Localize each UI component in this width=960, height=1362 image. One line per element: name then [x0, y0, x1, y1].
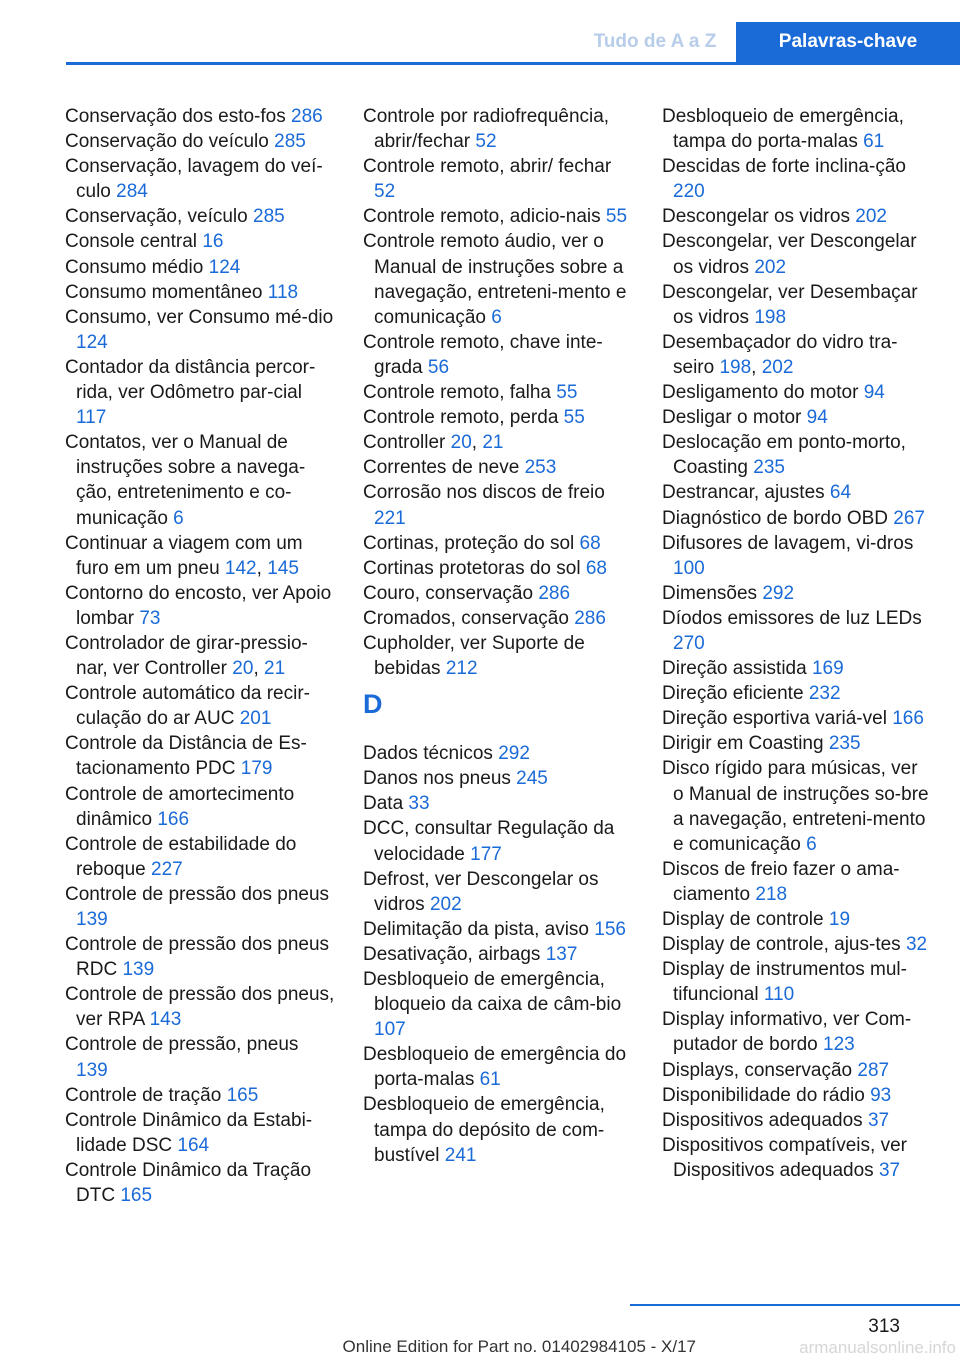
page-link[interactable]: 220 — [673, 181, 705, 203]
page-link[interactable]: 19 — [828, 909, 851, 930]
page-link[interactable]: 124 — [76, 331, 108, 353]
page-link[interactable]: 32 — [905, 934, 928, 956]
page-link[interactable]: 55 — [556, 382, 578, 404]
index-entry — [65, 1083, 335, 1108]
index-entry — [65, 430, 335, 530]
index-entry — [65, 129, 335, 154]
index-entry — [65, 681, 335, 731]
index-entry — [662, 706, 932, 731]
index-entry — [662, 1108, 932, 1133]
index-entry — [363, 816, 633, 866]
index-entry — [65, 832, 335, 882]
page-link[interactable]: 56 — [427, 356, 450, 378]
entry-term: Defrost, ver Descongelar os vidros — [363, 868, 599, 915]
entry-term: Consumo, ver Consumo mé-dio — [65, 306, 334, 328]
page-link[interactable]: 68 — [585, 557, 607, 579]
index-entry — [65, 1108, 335, 1158]
entry-term: Continuar a viagem com um furo em um pneu — [65, 532, 303, 579]
entry-term: Descongelar, ver Desembaçar os vidros — [662, 281, 918, 328]
index-entry — [363, 606, 633, 631]
page-link[interactable]: 267 — [893, 507, 925, 529]
page-link[interactable]: 287 — [857, 1059, 890, 1081]
index-entry — [662, 656, 932, 681]
page-link[interactable]: 124 — [208, 256, 241, 278]
entry-term: Console central — [65, 231, 198, 253]
page-link[interactable]: 52 — [374, 181, 396, 203]
page-link[interactable]: 286 — [538, 582, 571, 604]
page-link[interactable]: 123 — [823, 1034, 855, 1056]
page-link[interactable]: 21 — [264, 658, 286, 680]
footer-divider — [630, 1304, 960, 1306]
page-link[interactable]: 33 — [408, 793, 430, 815]
index-entry — [363, 631, 633, 681]
entry-term: Conservação do veículo — [65, 131, 269, 153]
page-link[interactable]: 286 — [574, 607, 606, 629]
index-entry — [662, 430, 932, 480]
page-link[interactable]: 202 — [429, 893, 462, 915]
page-link[interactable]: 6 — [806, 833, 817, 855]
index-entry: Controller 20, 21 — [363, 432, 504, 454]
page-link[interactable]: 117 — [76, 407, 107, 429]
entry-term: Controle de estabilidade do reboque — [65, 833, 297, 880]
page-link[interactable]: 235 — [828, 733, 861, 755]
entry-term: Correntes de neve — [363, 457, 520, 479]
index-entry — [363, 204, 633, 229]
entry-term: Controller — [363, 432, 446, 454]
page-link[interactable]: 284 — [116, 181, 148, 203]
page-link[interactable]: 110 — [763, 984, 795, 1006]
entry-term: Data — [363, 793, 404, 815]
index-entry — [662, 681, 932, 706]
page-link[interactable]: 6 — [491, 306, 502, 328]
entry-term: Controle Dinâmico da Tração DTC — [65, 1159, 312, 1207]
entry-term: Controle remoto, adicio-nais — [363, 206, 601, 228]
page-link[interactable]: 177 — [470, 843, 502, 865]
entry-term: Desembaçador do vidro tra-seiro — [662, 331, 898, 378]
page-link[interactable]: 37 — [878, 1159, 901, 1181]
index-entry — [363, 766, 633, 791]
tab-palavras-chave[interactable]: Palavras-chave — [736, 22, 960, 62]
entry-term: Display de instrumentos mul-tifuncional — [662, 959, 907, 1006]
entry-term: Díodos emissores de luz LEDs — [662, 607, 922, 629]
page-link[interactable]: 270 — [673, 632, 705, 654]
entry-term: Cromados, conservação — [363, 607, 569, 629]
index-entry — [65, 255, 335, 280]
page-link[interactable]: 94 — [806, 407, 828, 429]
index-entry — [662, 154, 932, 204]
index-entry — [363, 791, 633, 816]
watermark: armanualsonline.info — [799, 1338, 956, 1357]
index-entry — [363, 942, 633, 967]
entry-term: Controle de pressão dos pneus RDC — [65, 934, 330, 981]
index-entry — [662, 229, 932, 279]
index-entry: Desembaçador do vidro tra-seiro 198, 202 — [662, 331, 898, 378]
page-link[interactable]: 241 — [444, 1144, 477, 1166]
index-entry — [65, 229, 335, 254]
page-link[interactable]: 212 — [445, 658, 478, 680]
entry-term: Desbloqueio de emergência, tampa do depósito de com-bustível — [363, 1094, 605, 1166]
entry-term: Discos de freio fazer o ama-ciamento — [662, 858, 900, 905]
entry-term: Dispositivos adequados — [662, 1109, 863, 1131]
page-link[interactable]: 285 — [253, 206, 285, 228]
entry-term: Dispositivos compatíveis, ver Dispositivos adequados — [662, 1134, 907, 1181]
entry-term: Delimitação da pista, aviso — [363, 918, 589, 940]
entry-term: Controle Dinâmico da Estabi-lidade DSC — [65, 1109, 313, 1156]
index-entry — [662, 932, 932, 957]
index-entry — [363, 1042, 633, 1092]
entry-term: Contatos, ver o Manual de instruções sobre a navega-ção, entretenimento e co-municação — [65, 432, 306, 529]
entry-term: Cortinas, proteção do sol — [363, 532, 575, 554]
entry-term: Dimensões — [662, 582, 758, 604]
index-entry — [65, 1032, 335, 1082]
entry-term: Cortinas protetoras do sol — [363, 557, 581, 579]
page-link[interactable]: 202 — [761, 356, 794, 378]
page-link[interactable]: 68 — [579, 532, 601, 554]
entry-term: Desbloqueio de emergência, bloqueio da caixa de câm-bio — [363, 969, 622, 1016]
entry-term: Display de controle — [662, 909, 824, 930]
entry-term: Disco rígido para músicas, ver o Manual de instruções so-bre a navegação, entreteni-mento e comunicação — [662, 758, 929, 855]
page-link[interactable]: 156 — [594, 918, 626, 940]
entry-term: Dados técnicos — [363, 743, 493, 765]
index-entry — [363, 330, 633, 380]
entry-term: Controle de tração — [65, 1084, 222, 1106]
index-entry — [363, 967, 633, 1042]
section-letter: D — [363, 689, 383, 720]
tab-tudo-de-a-a-z[interactable]: Tudo de A a Z — [593, 31, 717, 52]
index-column-2 — [363, 104, 633, 1168]
page-link[interactable]: 61 — [479, 1069, 501, 1091]
page-link[interactable]: 55 — [563, 407, 585, 429]
page-link[interactable]: 235 — [753, 457, 785, 479]
page-link[interactable]: 61 — [863, 131, 885, 153]
entry-term: Contorno do encosto, ver Apoio lombar — [65, 582, 332, 629]
entry-term: Descongelar, ver Descongelar os vidros — [662, 231, 917, 278]
page-link[interactable]: 202 — [754, 256, 787, 278]
entry-term: Controle automático da recir-culação do ar AUC — [65, 683, 310, 730]
page-link[interactable]: 285 — [274, 131, 306, 153]
index-entry — [662, 756, 932, 856]
index-entry — [662, 280, 932, 330]
entry-term: Cupholder, ver Suporte de bebidas — [363, 632, 585, 680]
index-entry — [65, 982, 335, 1032]
page-link[interactable]: 245 — [516, 768, 548, 790]
entry-term: Contador da distância percor-rida, ver Odômetro par-cial — [65, 356, 316, 404]
page-link[interactable]: 202 — [855, 206, 887, 228]
page-link[interactable]: 292 — [498, 743, 530, 765]
page-link[interactable]: 118 — [267, 281, 299, 303]
page-link[interactable]: 94 — [863, 382, 885, 404]
index-entry — [363, 556, 633, 581]
entry-term: Controle remoto áudio, ver o Manual de instruções sobre a navegação, entreteni-mento e comunicação — [363, 231, 627, 328]
index-entry: Controlador de girar-pressio-nar, ver Controller 20, 21 — [65, 632, 308, 680]
index-entry — [662, 1007, 932, 1057]
page-link[interactable]: 253 — [524, 457, 557, 479]
entry-term: Conservação dos esto-fos — [65, 106, 286, 127]
entry-term: Destrancar, ajustes — [662, 482, 825, 504]
page-link[interactable]: 93 — [870, 1084, 892, 1106]
index-column-3 — [662, 104, 932, 1183]
entry-term: Direção esportiva variá-vel — [662, 708, 887, 730]
page-number: 313 — [868, 1316, 900, 1337]
entry-term: Controle por radiofrequência, abrir/fechar — [363, 106, 610, 153]
entry-term: Descidas de forte inclina-ção — [662, 156, 906, 178]
entry-term: Controle remoto, chave inte-grada — [363, 331, 603, 378]
page-link[interactable]: 107 — [374, 1019, 406, 1041]
page-link[interactable]: 232 — [808, 683, 841, 705]
index-entry — [65, 355, 335, 430]
index-entry — [65, 882, 335, 932]
index-entry — [363, 480, 633, 530]
entry-term: Desbloqueio de emergência, tampa do porta-malas — [662, 106, 904, 153]
page-link[interactable]: 227 — [151, 858, 183, 880]
page-link[interactable]: 6 — [173, 507, 184, 529]
index-entry — [65, 1158, 335, 1208]
index-entry — [363, 1092, 633, 1167]
index-entry — [662, 606, 932, 656]
page-link[interactable]: 164 — [177, 1134, 210, 1156]
index-entry — [65, 932, 335, 982]
page-link[interactable]: 142 — [224, 557, 257, 579]
entry-term: Desligamento do motor — [662, 382, 859, 404]
index-entry — [662, 104, 932, 154]
page-link[interactable]: 143 — [149, 1009, 182, 1031]
page-link[interactable]: 64 — [829, 482, 852, 504]
entry-term: Descongelar os vidros — [662, 206, 850, 228]
entry-term: Controle da Distância de Es-tacionamento PDC — [65, 733, 307, 780]
index-entry — [65, 581, 335, 631]
entry-term: DCC, consultar Regulação da velocidade — [363, 818, 615, 865]
index-entry — [363, 229, 633, 329]
entry-term: Desligar o motor — [662, 407, 802, 429]
entry-term: Conservação, veículo — [65, 206, 248, 228]
index-entry — [65, 782, 335, 832]
entry-term: Controle de pressão dos pneus, ver RPA — [65, 984, 335, 1031]
page-link[interactable]: 169 — [811, 658, 844, 680]
page-link[interactable]: 16 — [202, 231, 224, 253]
page-link[interactable]: 55 — [605, 206, 628, 228]
page-link[interactable]: 166 — [892, 708, 924, 730]
entry-term: Controle remoto, falha — [363, 382, 551, 404]
index-entry — [662, 405, 932, 430]
index-entry — [65, 305, 335, 355]
index-entry — [662, 857, 932, 907]
index-entry — [363, 531, 633, 556]
page-link[interactable]: 73 — [139, 607, 161, 629]
entry-term: Dirigir em Coasting — [662, 733, 824, 755]
entry-term: Controle de pressão dos pneus — [65, 883, 330, 905]
entry-term: Danos nos pneus — [363, 768, 511, 790]
index-entry — [662, 957, 932, 1007]
entry-term: Display informativo, ver Com-putador de bordo — [662, 1009, 912, 1056]
entry-term: Controlador de girar-pressio-nar, ver Controller — [65, 632, 308, 680]
index-entry — [662, 380, 932, 405]
entry-term: Controle de pressão, pneus — [65, 1034, 299, 1056]
entry-term: Consumo momentâneo — [65, 281, 263, 303]
index-entry — [363, 741, 633, 766]
edition-note: Online Edition for Part no. 01402984105 - X/17 — [342, 1337, 696, 1356]
page-link[interactable]: 139 — [76, 1059, 108, 1081]
index-entry — [363, 581, 633, 606]
index-entry — [65, 204, 335, 229]
page-link[interactable]: 286 — [291, 106, 323, 127]
page-link[interactable]: 20 — [232, 658, 254, 680]
index-entry — [363, 917, 633, 942]
index-entry — [363, 455, 633, 480]
entry-term: Consumo médio — [65, 256, 204, 278]
index-entry — [363, 405, 633, 430]
page-link[interactable]: 221 — [374, 507, 406, 529]
page-link[interactable]: 179 — [240, 758, 273, 780]
entry-term: Corrosão nos discos de freio — [363, 482, 605, 504]
page-link[interactable]: 20 — [450, 432, 472, 454]
page-link[interactable]: 100 — [673, 557, 705, 579]
entry-term: Display de controle, ajus-tes — [662, 934, 901, 956]
index-entry — [662, 1083, 932, 1108]
entry-term: Controle de amortecimento dinâmico — [65, 783, 295, 830]
entry-term: Diagnóstico de bordo OBD — [662, 507, 889, 529]
entry-term: Controle remoto, perda — [363, 407, 559, 429]
page-link[interactable]: 201 — [239, 708, 272, 730]
index-column-1 — [65, 104, 335, 1208]
index-entry — [65, 280, 335, 305]
entry-term: Desativação, airbags — [363, 943, 541, 965]
page-link[interactable]: 198 — [754, 306, 787, 328]
index-entry — [662, 907, 932, 932]
page-link[interactable]: 165 — [226, 1084, 259, 1106]
index-entry — [662, 731, 932, 756]
page-header — [0, 0, 960, 65]
entry-term: Disponibilidade do rádio — [662, 1084, 865, 1106]
entry-term: Controle remoto, abrir/ fechar — [363, 156, 612, 178]
page-link[interactable]: 37 — [867, 1109, 890, 1131]
index-entry — [363, 154, 633, 204]
index-entry — [662, 204, 932, 229]
page-link[interactable]: 198 — [719, 356, 752, 378]
index-entry — [662, 1133, 932, 1183]
page-link[interactable]: 166 — [157, 808, 190, 830]
entry-term: Couro, conservação — [363, 582, 534, 604]
page-link[interactable]: 137 — [545, 943, 578, 965]
page-link[interactable]: 145 — [267, 557, 299, 579]
index-entry — [65, 154, 335, 204]
entry-term: Direção assistida — [662, 658, 807, 680]
page-link[interactable]: 218 — [755, 883, 788, 905]
page-link[interactable]: 21 — [482, 432, 504, 454]
entry-term: Displays, conservação — [662, 1059, 853, 1081]
index-entry — [363, 104, 633, 154]
entry-term: Direção eficiente — [662, 683, 804, 705]
entry-term: Conservação, lavagem do veí-culo — [65, 156, 323, 203]
index-entry — [662, 1058, 932, 1083]
entry-term: Difusores de lavagem, vi-dros — [662, 532, 914, 554]
index-entry — [65, 104, 335, 129]
index-entry — [662, 480, 932, 505]
page-link[interactable]: 165 — [120, 1185, 153, 1207]
entry-term: Desbloqueio de emergência do porta-malas — [363, 1044, 627, 1091]
index-entry — [65, 731, 335, 781]
index-entry — [662, 506, 932, 531]
index-entry — [363, 380, 633, 405]
index-entry — [662, 531, 932, 581]
index-entry — [662, 581, 932, 606]
header-divider — [66, 62, 960, 65]
entry-term: Deslocação em ponto-morto, Coasting — [662, 432, 906, 479]
index-entry: Continuar a viagem com um furo em um pneu 142, 145 — [65, 532, 303, 579]
page-link[interactable]: 52 — [475, 131, 497, 153]
page-link[interactable]: 139 — [122, 959, 155, 981]
page-link[interactable]: 139 — [76, 909, 108, 930]
page-link[interactable]: 292 — [762, 582, 795, 604]
index-entry — [363, 867, 633, 917]
